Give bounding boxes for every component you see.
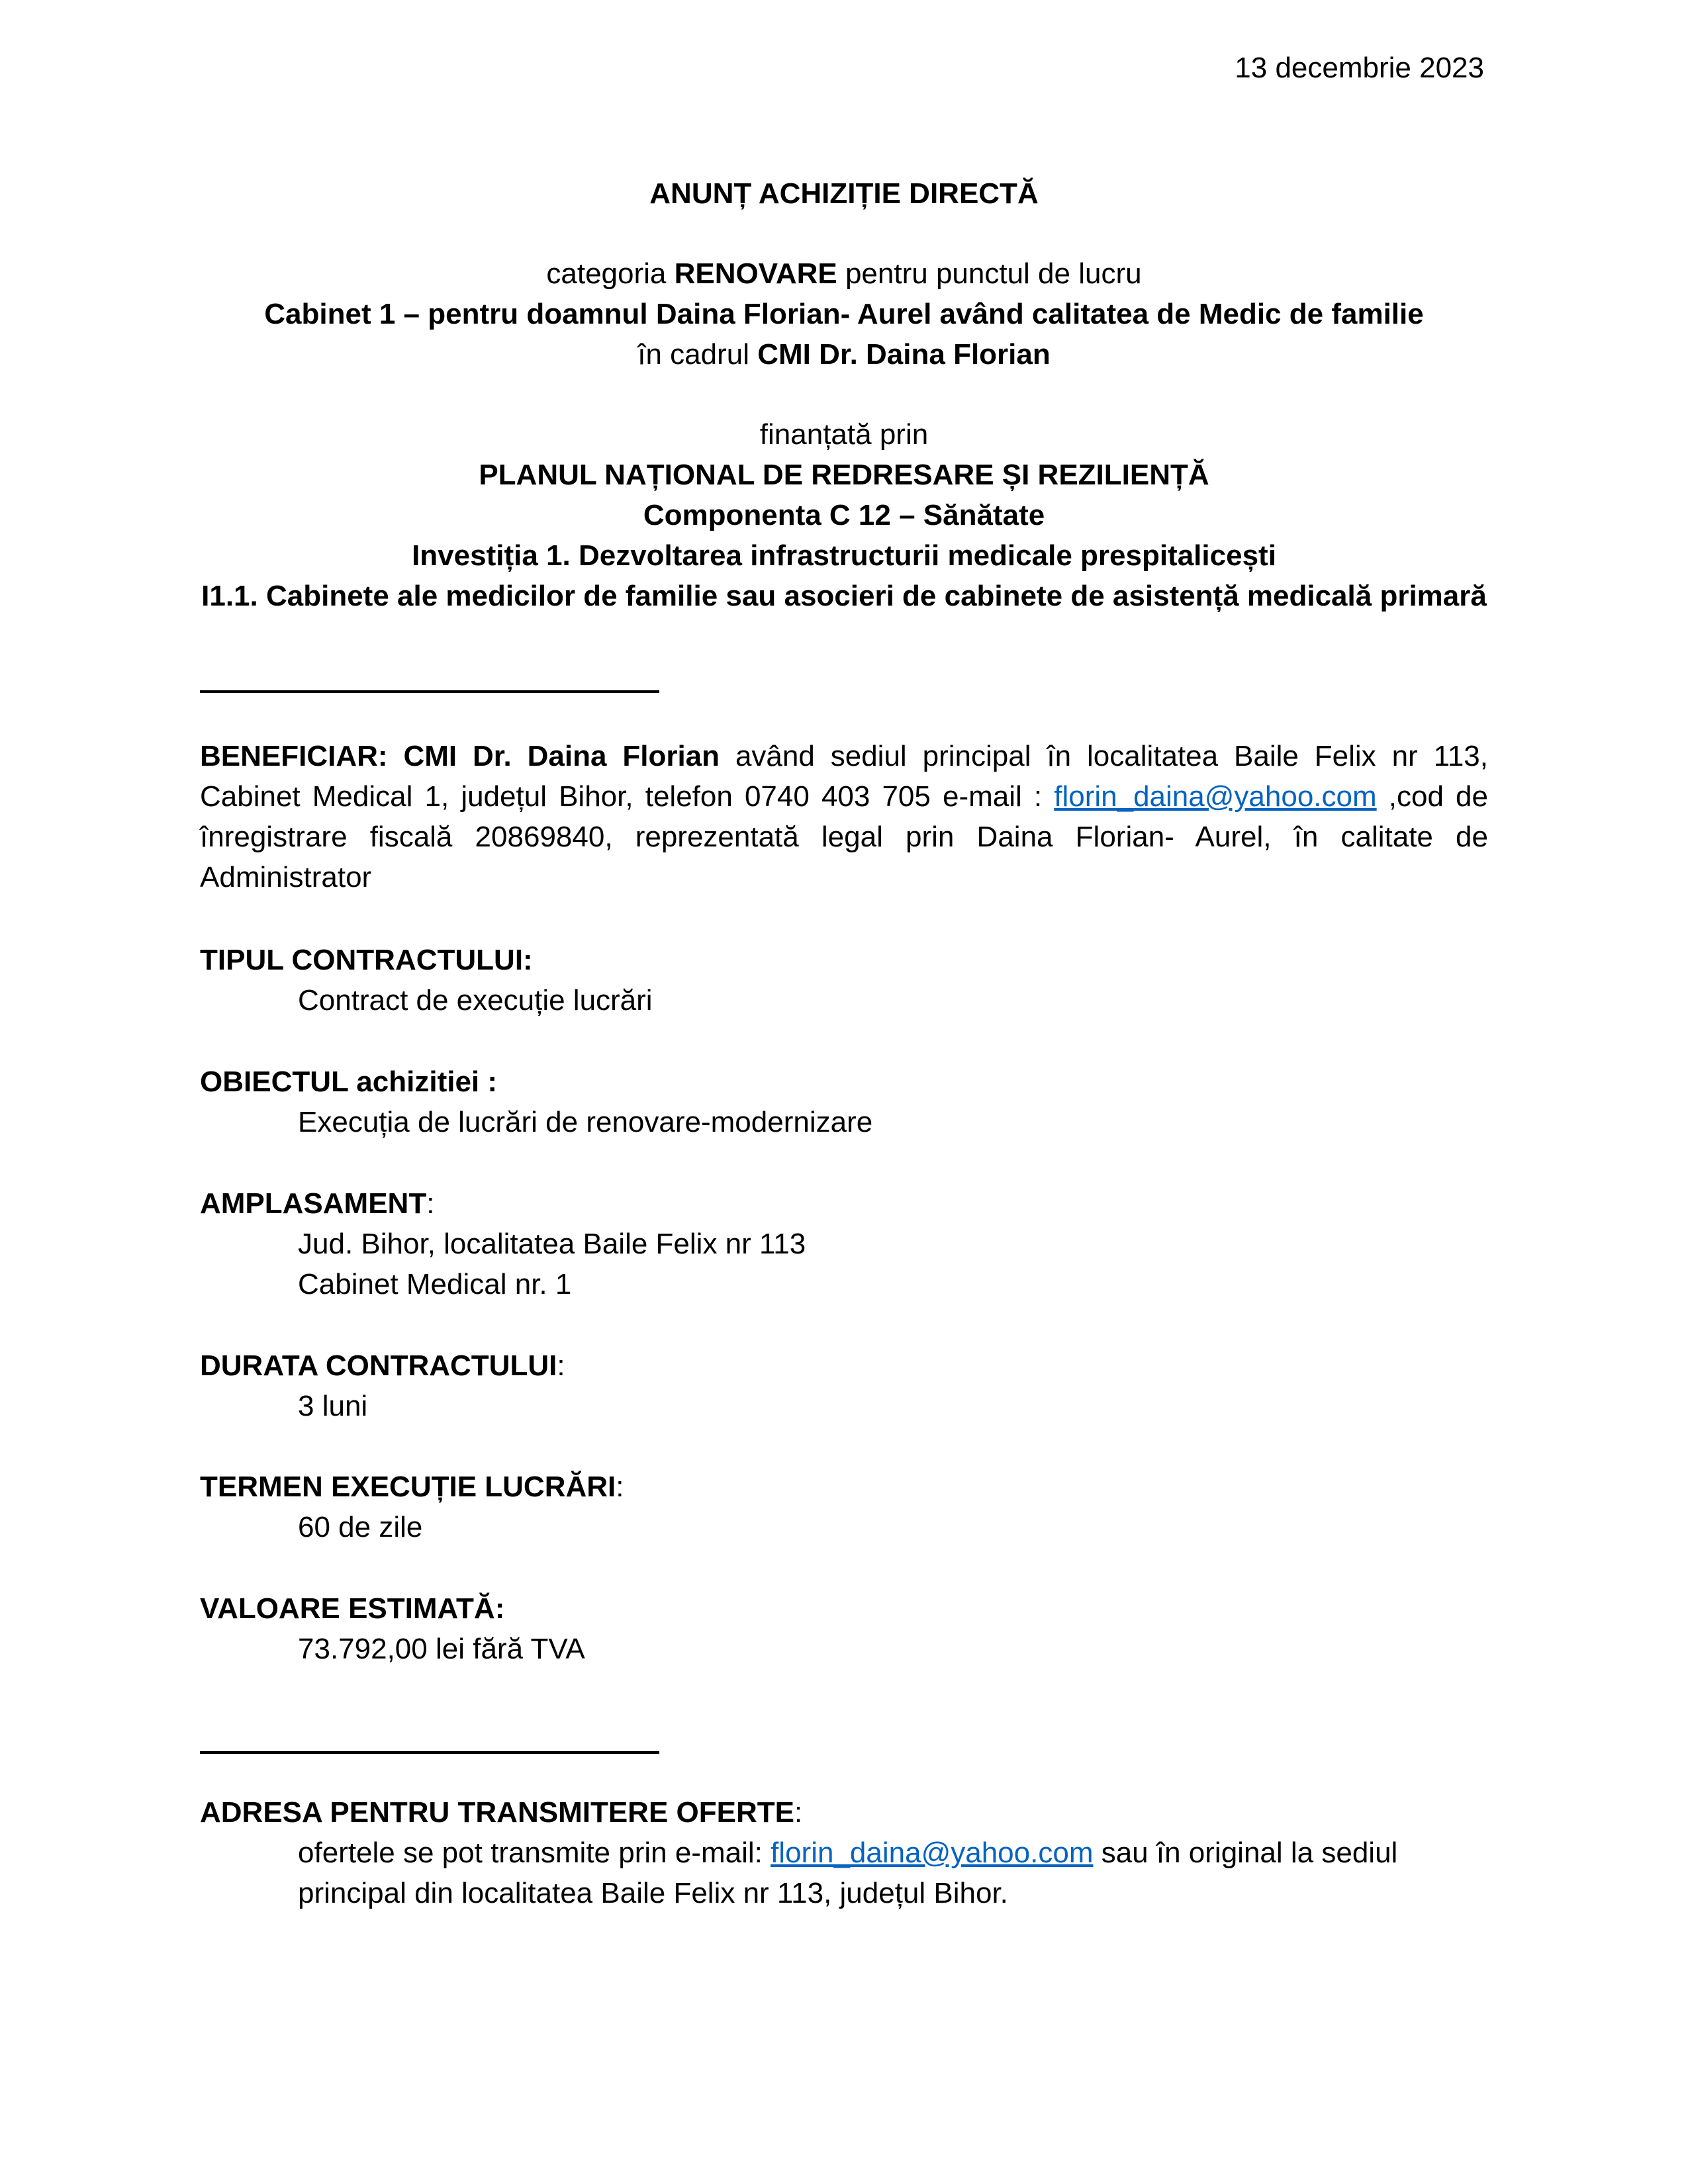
section-value: 60 de zile: [298, 1511, 423, 1543]
category-prefix: categoria: [546, 257, 675, 290]
intro-block: [165, 253, 1523, 375]
document-date: 13 decembrie 2023: [1235, 52, 1484, 84]
category-value: RENOVARE: [674, 257, 837, 290]
section-value: [200, 1833, 1489, 1913]
framework-name: CMI Dr. Daina Florian: [757, 338, 1051, 371]
section-value: Contract de execuție lucrări: [298, 984, 653, 1017]
section-value: 73.792,00 lei fără TVA: [298, 1633, 585, 1665]
section-heading: OBIECTUL achizitiei :: [200, 1066, 498, 1098]
section-duration: [200, 1345, 565, 1426]
section-offers-address: [200, 1792, 1524, 1913]
offers-email-link[interactable]: florin_daina@yahoo.com: [771, 1837, 1094, 1869]
section-object: [200, 1062, 872, 1142]
document-title: ANUNȚ ACHIZIȚIE DIRECTĂ: [649, 177, 1039, 210]
funding-investment: Investiția 1. Dezvoltarea infrastructurii medicale prespitalicești: [412, 539, 1276, 572]
category-suffix: pentru punctul de lucru: [837, 257, 1142, 290]
divider-line: [200, 1751, 659, 1754]
funding-intro: finanțată prin: [759, 418, 929, 451]
beneficiary-label: BENEFICIAR: CMI Dr. Daina Florian: [200, 740, 720, 772]
section-value: Execuția de lucrări de renovare-modernizare: [298, 1106, 873, 1138]
beneficiary-paragraph: [200, 736, 1488, 897]
framework-line: [165, 334, 1523, 375]
section-value: Jud. Bihor, localitatea Baile Felix nr 113: [298, 1228, 806, 1260]
section-contract-type: [200, 940, 653, 1021]
funding-measure: I1.1. Cabinete ale medicilor de familie sau asocieri de cabinete de asistență medicală primară: [201, 580, 1487, 612]
section-estimated-value: [200, 1588, 585, 1669]
section-heading: ADRESA PENTRU TRANSMITERE OFERTE:: [200, 1796, 803, 1829]
section-execution-term: [200, 1467, 624, 1547]
category-line: [165, 253, 1523, 294]
cabinet-line: Cabinet 1 – pentru doamnul Daina Florian- Aurel având calitatea de Medic de familie: [264, 298, 1424, 330]
section-heading: TERMEN EXECUȚIE LUCRĂRI:: [200, 1471, 624, 1503]
section-location: [200, 1183, 806, 1304]
divider-line: [200, 690, 659, 693]
funding-component: Componenta C 12 – Sănătate: [643, 499, 1045, 531]
framework-prefix: în cadrul: [637, 338, 758, 371]
section-value: Cabinet Medical nr. 1: [298, 1268, 572, 1300]
beneficiary-text-post: ,cod de înregistrare fiscală 20869840, reprezentată legal prin Daina Florian- Aurel, în calitate de Administrator: [200, 780, 1488, 893]
offers-text-post: sau în original la sediul principal din localitatea Baile Felix nr 113, județul Bihor.: [298, 1837, 1398, 1909]
section-value: 3 luni: [298, 1390, 368, 1422]
beneficiary-text-pre: având sediul principal în localitatea Baile Felix nr 113, Cabinet Medical 1, județul Bihor, telefon 0740 403 705 e-mail :: [200, 740, 1488, 813]
funding-block: [165, 414, 1523, 616]
beneficiary-email-link[interactable]: florin_daina@yahoo.com: [1054, 780, 1377, 813]
funding-program: PLANUL NAȚIONAL DE REDRESARE ȘI REZILIENȚĂ: [479, 459, 1209, 491]
section-heading: VALOARE ESTIMATĂ:: [200, 1592, 505, 1625]
offers-text-pre: ofertele se pot transmite prin e-mail:: [298, 1837, 771, 1869]
section-heading: TIPUL CONTRACTULUI:: [200, 944, 533, 976]
section-heading: DURATA CONTRACTULUI:: [200, 1349, 565, 1382]
section-heading: AMPLASAMENT:: [200, 1187, 435, 1220]
